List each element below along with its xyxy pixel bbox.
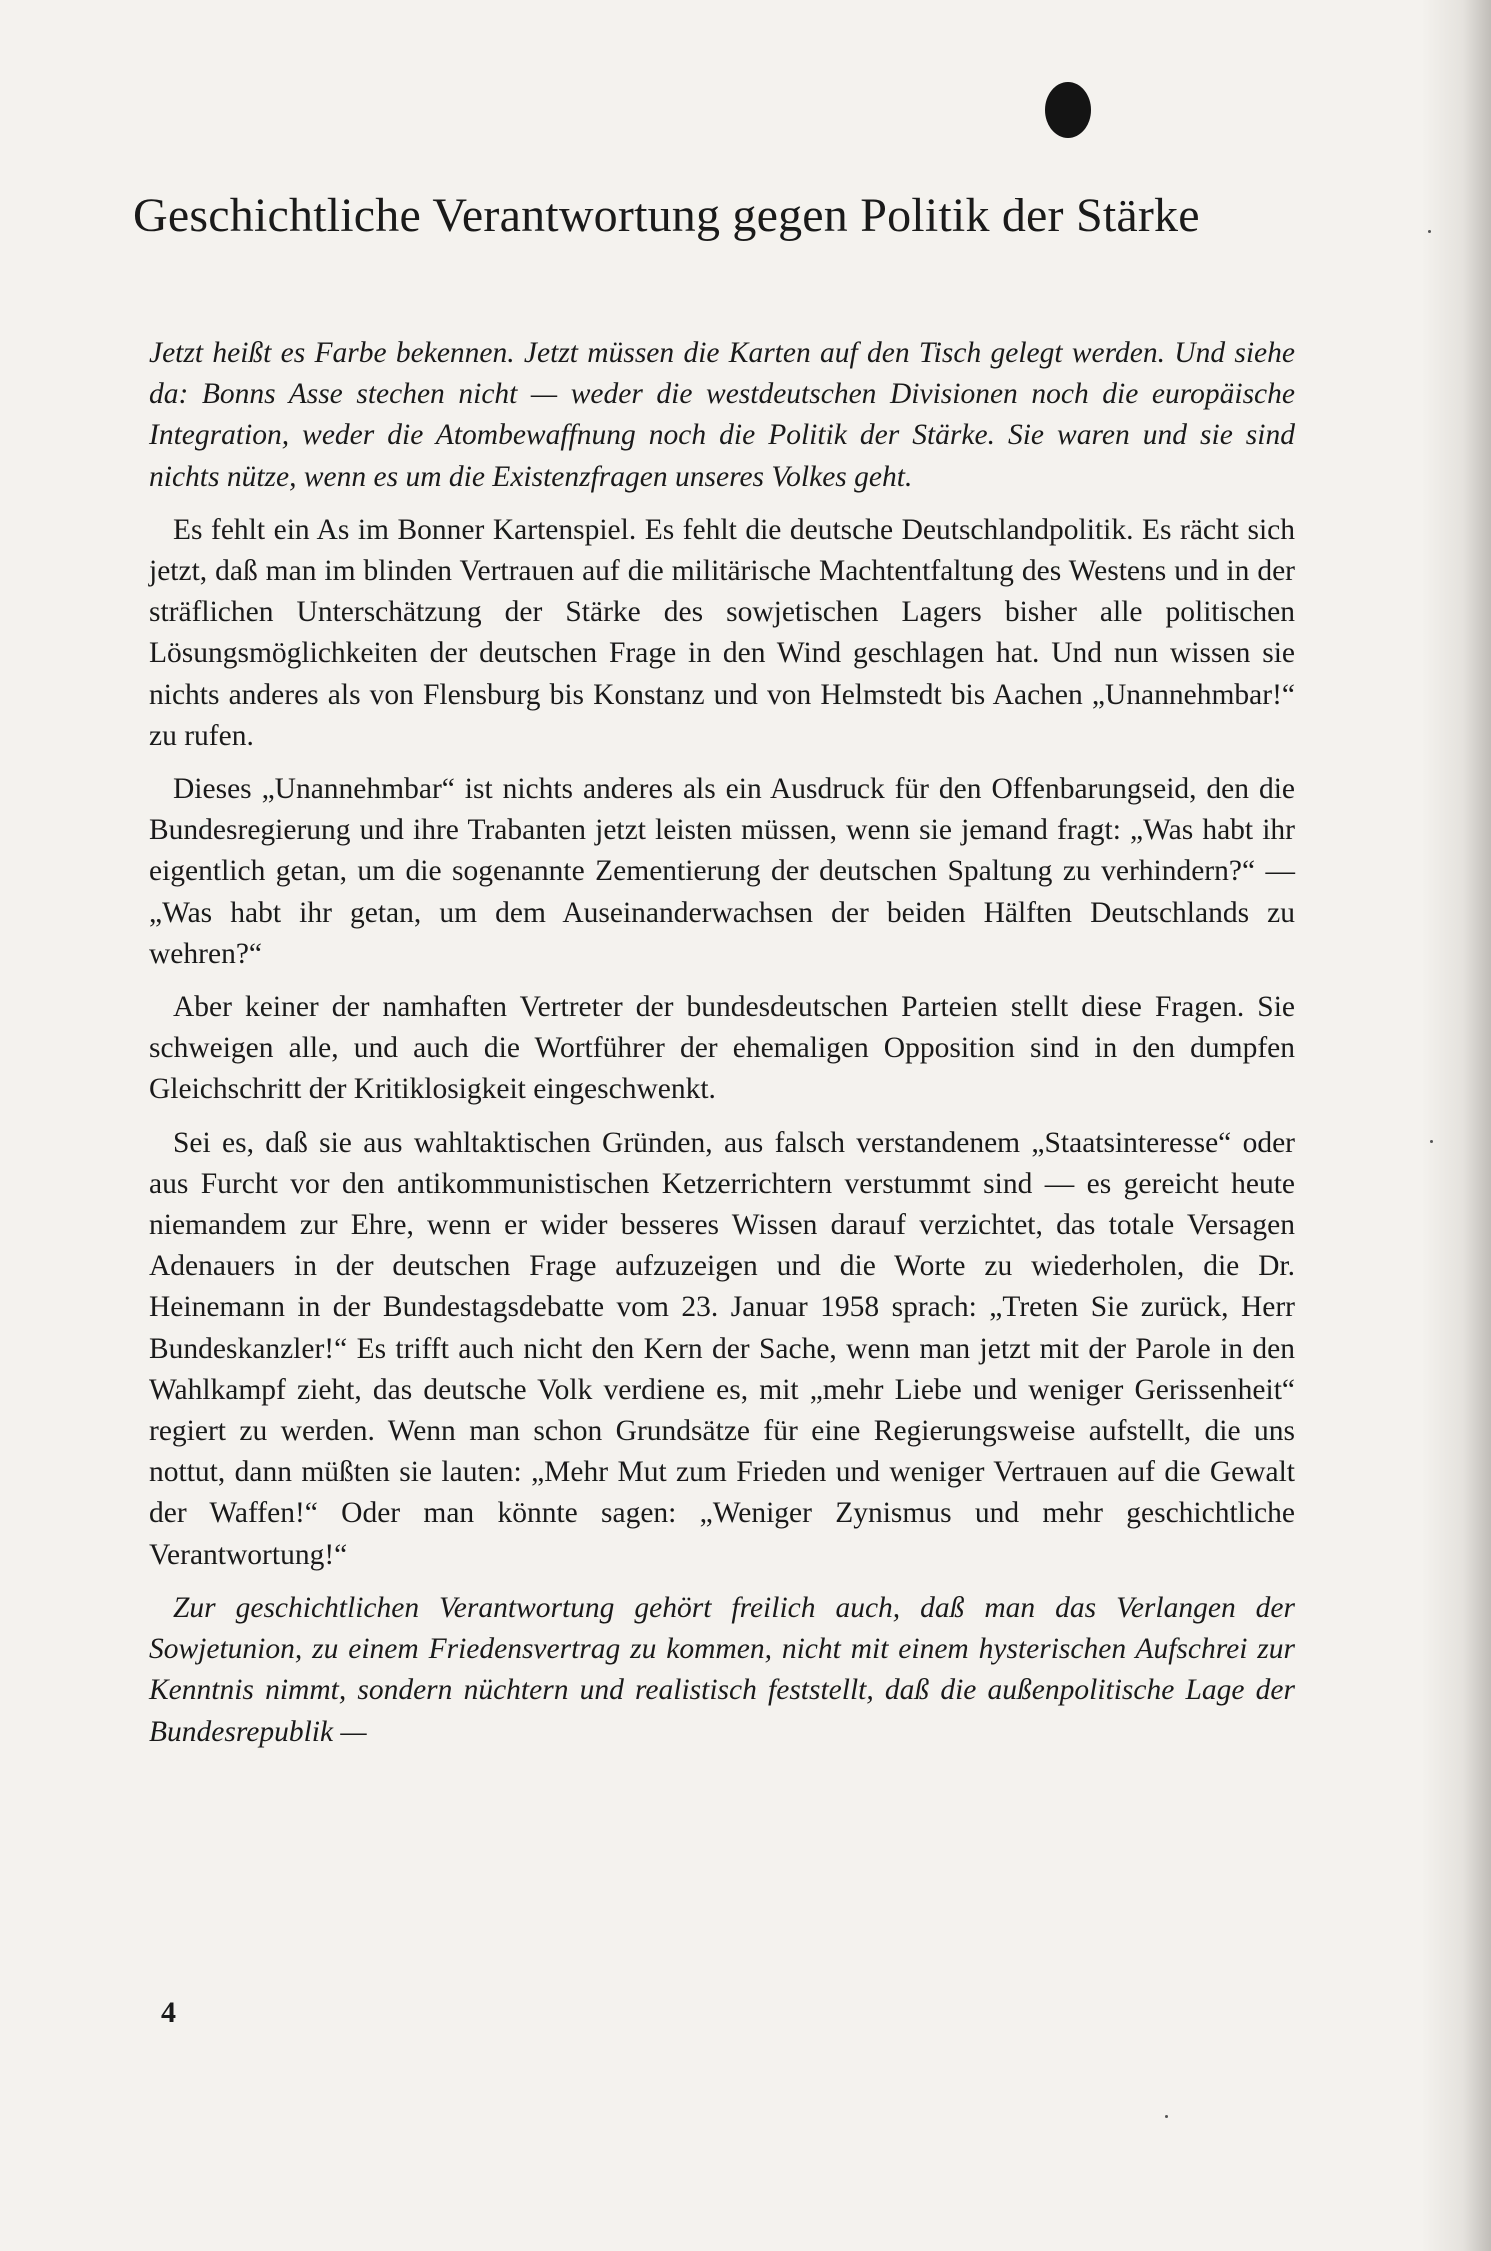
print-speck	[1428, 230, 1431, 233]
paragraph-5: Sei es, daß sie aus wahltaktischen Gründen, aus falsch verstandenem „Staatsinteresse“ oder aus Furcht vor den antikommunistischen Ketzerrichtern verstummt sind — es gereicht heute niemandem zur Ehre, wenn er wider besseres Wissen darauf verzichtet, das totale Versagen Adenauers in der deutschen Frage aufzuzeigen und die Worte zu wiederholen, die Dr. Heinemann in der Bundestagsdebatte vom 23. Januar 1958 sprach: „Treten Sie zurück, Herr Bundeskanzler!“ Es trifft auch nicht den Kern der Sache, wenn man jetzt mit der Parole in den Wahlkampf zieht, das deutsche Volk verdiene es, mit „mehr Liebe und weniger Gerissenheit“ regiert zu werden. Wenn man schon Grundsätze für eine Regierungsweise aufstellt, die uns nottut, dann müßten sie lauten: „Mehr Mut zum Frieden und weniger Vertrauen auf die Gewalt der Waffen!“ Oder man könnte sagen: „Weniger Zynismus und mehr geschichtliche Verantwortung!“	[149, 1126, 1295, 1571]
paragraph-3: Dieses „Unannehmbar“ ist nichts anderes als ein Ausdruck für den Offenbarungseid, den die Bundesregierung und ihre Trabanten jetzt leisten müssen, wenn sie jemand fragt: „Was habt ihr eigentlich getan, um die sogenannte Zementierung der deutschen Spaltung zu verhindern?“ — „Was habt ihr getan, um dem Auseinanderwachsen der beiden Hälften Deutschlands zu wehren?“	[149, 773, 1295, 970]
page-title: Geschichtliche Verantwortung gegen Politik der Stärke	[133, 189, 1200, 242]
page-edge-shadow	[1421, 0, 1491, 2251]
page-number: 4	[161, 1996, 176, 2029]
paragraph-6: Zur geschichtlichen Verantwortung gehört freilich auch, daß man das Verlangen der Sowjetunion, zu einem Friedensvertrag zu kommen, nicht mit einem hysterischen Aufschrei zur Kenntnis nimmt, sondern nüchtern und realistisch feststellt, daß die außenpolitische Lage der Bundesrepublik —	[149, 1591, 1295, 1748]
punch-hole-mark	[1045, 82, 1091, 138]
intro-paragraph: Jetzt heißt es Farbe bekennen. Jetzt müssen die Karten auf den Tisch gelegt werden. Und siehe da: Bonns Asse stechen nicht — weder die westdeutschen Divisionen noch die europäische Integration, weder die Atombewaffnung noch die Politik der Stärke. Sie waren und sie sind nichts nütze, wenn es um die Existenzfragen unseres Volkes geht.	[149, 337, 1295, 493]
paragraph-2: Es fehlt ein As im Bonner Kartenspiel. Es fehlt die deutsche Deutschlandpolitik. Es rächt sich jetzt, daß man im blinden Vertrauen auf die militärische Machtentfaltung des Westens und in der sträflichen Unterschätzung der Stärke des sowjetischen Lagers bisher alle politischen Lösungsmöglichkeiten der deutschen Frage in den Wind geschlagen hat. Und nun wissen sie nichts anderes als von Flensburg bis Konstanz und von Helmstedt bis Aachen „Unannehmbar!“ zu rufen.	[149, 513, 1295, 752]
print-speck	[1430, 1140, 1433, 1143]
paragraph-4: Aber keiner der namhaften Vertreter der bundesdeutschen Parteien stellt diese Fragen. Sie schweigen alle, und auch die Wortführer der ehemaligen Opposition sind in den dumpfen Gleichschritt der Kritiklosigkeit eingeschwenkt.	[149, 991, 1295, 1106]
print-speck	[1165, 2115, 1168, 2118]
body-text	[149, 333, 1295, 1765]
